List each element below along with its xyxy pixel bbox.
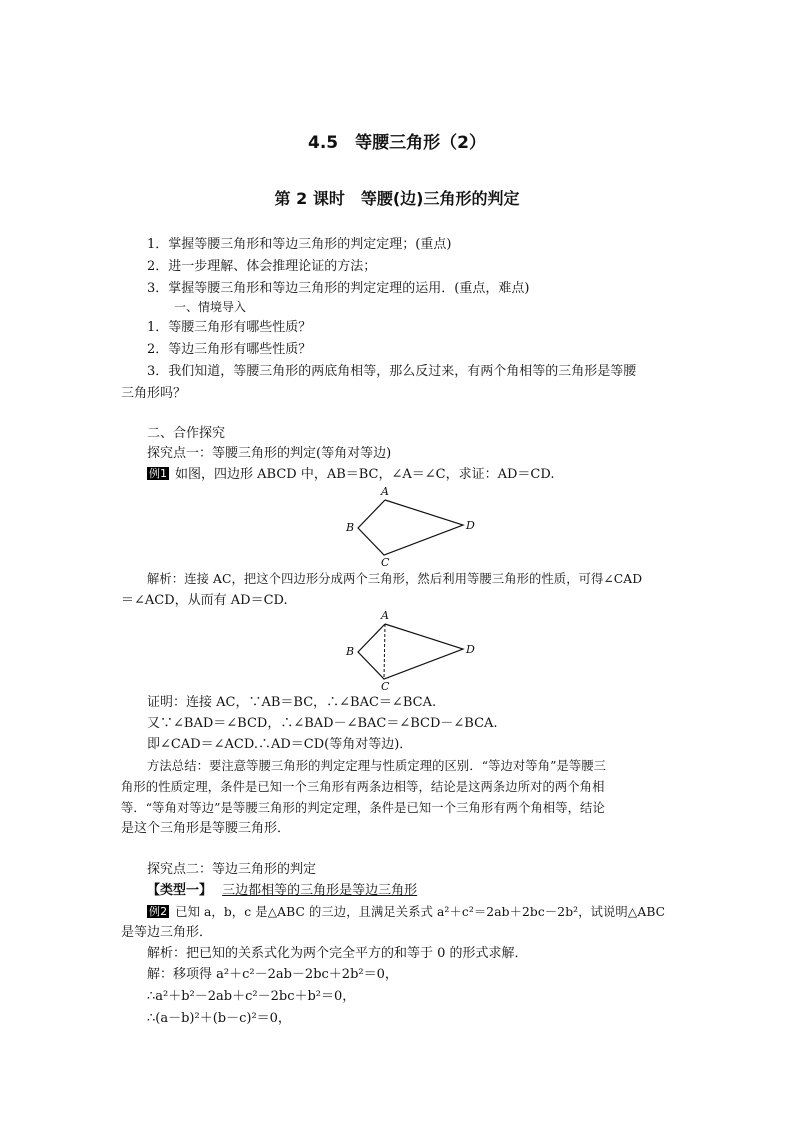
method-summary-line-2: 角形的性质定理，条件是已知一个三角形有两条边相等，结论是这两条边所对的两个角相 <box>121 780 605 794</box>
figure-label-d: D <box>466 519 475 532</box>
figure-label-a: A <box>381 485 389 498</box>
analysis-line-1: 解析：连接 AC，把这个四边形分成两个三角形，然后利用等腰三角形的性质，可得∠CAD <box>147 572 643 586</box>
example-1 <box>147 466 554 484</box>
solution-line-3: ∴(a－b)²＋(b－c)²＝0， <box>147 1011 291 1026</box>
objective-1: 1．掌握等腰三角形和等边三角形的判定定理；(重点) <box>147 237 452 252</box>
type-1-text: 三边都相等的三角形是等边三角形 <box>222 883 418 898</box>
method-summary-line-4: 是这个三角形是等腰三角形． <box>121 821 291 836</box>
objective-3: 3．掌握等腰三角形和等边三角形的判定定理的运用．(重点，难点) <box>147 281 530 296</box>
proof-line-1: 证明：连接 AC，∵AB＝BC，∴∠BAC＝∠BCA. <box>147 695 437 710</box>
objective-2: 2．进一步理解、体会推理论证的方法； <box>147 259 377 274</box>
example-badge: 例2 <box>149 905 168 918</box>
figure-label-d: D <box>466 643 475 656</box>
quadrilateral-figure-with-diagonal <box>340 608 480 692</box>
solution-line-1: 解：移项得 a²＋c²－2ab－2bc＋2b²＝0， <box>147 967 398 982</box>
intro-question-3-line1: 3．我们知道，等腰三角形的两底角相等，那么反过来，有两个角相等的三角形是等腰 <box>147 364 637 379</box>
explore-point-1: 探究点一：等腰三角形的判定(等角对等边) <box>147 446 392 461</box>
intro-question-2: 2．等边三角形有哪些性质？ <box>147 342 312 357</box>
intro-question-3-line2: 三角形吗？ <box>121 386 187 401</box>
example-1-text: 如图，四边形 ABCD 中，AB＝BC，∠A＝∠C，求证：AD＝CD. <box>175 467 555 482</box>
explore-point-2: 探究点二：等边三角形的判定 <box>147 862 317 877</box>
figure-label-a: A <box>381 609 389 622</box>
example-2-line-2: 是等边三角形． <box>121 925 213 940</box>
example-2 <box>147 903 665 921</box>
type-1-label: 【类型一】 <box>147 883 213 898</box>
figure-label-b: B <box>346 645 355 658</box>
type-1-heading <box>147 882 417 900</box>
quadrilateral-figure <box>340 484 480 568</box>
figure-label-b: B <box>346 521 355 534</box>
intro-question-1: 1．等腰三角形有哪些性质？ <box>147 320 312 335</box>
analysis-line-2: ＝∠ACD，从而有 AD＝CD. <box>121 593 288 608</box>
intro-heading: 一、情境导入 <box>174 300 247 314</box>
method-summary-line-1: 方法总结：要注意等腰三角形的判定定理与性质定理的区别．“等边对等角”是等腰三 <box>147 759 607 773</box>
page-title: 4.5 等腰三角形（2） <box>308 133 486 153</box>
proof-line-3: 即∠CAD＝∠ACD.∴AD＝CD(等角对等边)． <box>147 737 413 752</box>
example-2-analysis: 解析：把已知的关系式化为两个完全平方的和等于 0 的形式求解． <box>147 946 528 961</box>
example-2-text: 已知 a，b，c 是△ABC 的三边，且满足关系式 a²＋c²＝2ab＋2bc－2b²，试说明△ABC <box>175 905 666 919</box>
proof-line-2: 又∵∠BAD＝∠BCD，∴∠BAD－∠BAC＝∠BCD－∠BCA. <box>147 716 498 731</box>
figure-label-c: C <box>381 680 390 692</box>
explore-heading: 二、合作探究 <box>147 426 226 441</box>
example-badge: 例1 <box>149 467 167 480</box>
figure-label-c: C <box>381 556 390 568</box>
solution-line-2: ∴a²＋b²－2ab＋c²－2bc＋b²＝0， <box>147 989 356 1004</box>
page-subtitle: 第 2 课时 等腰(边)三角形的判定 <box>274 189 520 208</box>
method-summary-line-3: 等．“等角对等边”是等腰三角形的判定定理，条件是已知一个三角形有两个角相等，结论 <box>121 801 605 815</box>
